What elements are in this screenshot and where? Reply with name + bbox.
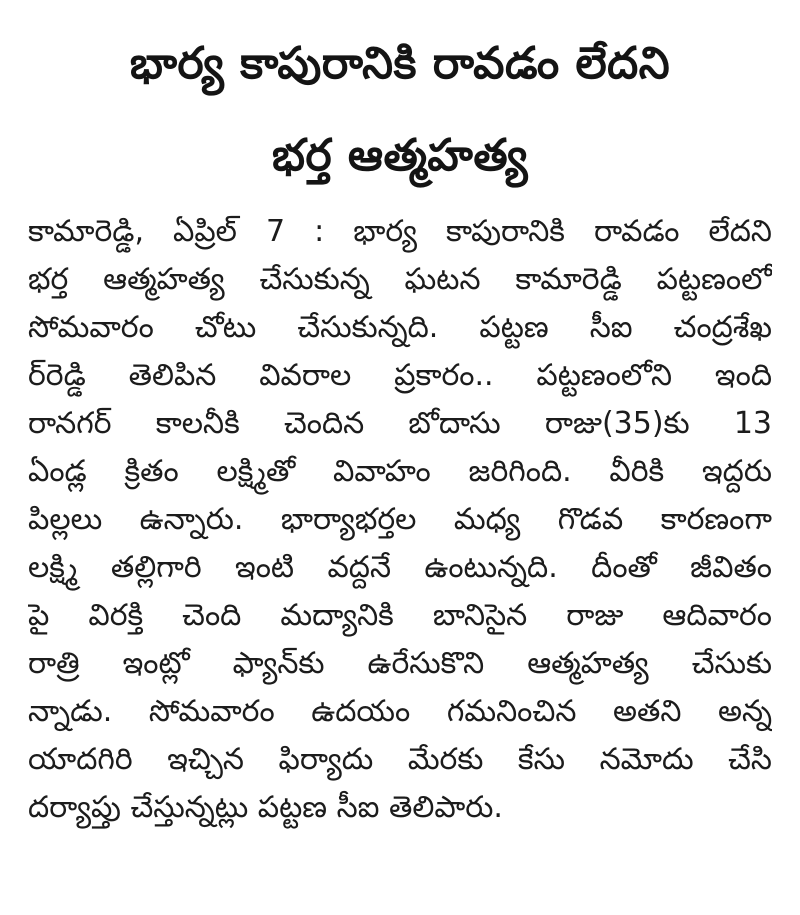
body-line-11: న్నాడు. సోమవారం ఉదయం గమనించిన అతని అన్న	[28, 694, 772, 729]
body-line-5: రానగర్ కాలనీకి చెందిన బోదాసు రాజు(35)కు 13	[28, 406, 772, 441]
body-line-3: సోమవారం చోటు చేసుకున్నది. పట్టణ సీఐ చంద్రశేఖ	[28, 310, 772, 345]
body-line-8: లక్ష్మి తల్లిగారి ఇంటి వద్దనే ఉంటున్నది. దీంతో జీవితం	[28, 550, 772, 585]
body-line-10: రాత్రి ఇంట్లో ఫ్యాన్‌కు ఉరేసుకొని ఆత్మహత్య చేసుకు	[28, 646, 772, 681]
body-line-4: ర్‌రెడ్డి తెలిపిన వివరాల ప్రకారం.. పట్టణంలోని ఇంది	[28, 358, 772, 393]
headline-line-1: భార్య కాపురానికి రావడం లేదని	[129, 38, 671, 89]
body-line-1: కామారెడ్డి, ఏప్రిల్ 7 : భార్య కాపురానికి రావడం లేదని	[28, 214, 772, 249]
article-body	[28, 208, 772, 832]
body-line-7: పిల్లలు ఉన్నారు. భార్యాభర్తల మధ్య గొడవ కారణంగా	[28, 502, 772, 537]
body-line-6: ఏండ్ల క్రితం లక్ష్మితో వివాహం జరిగింది. వీరికి ఇద్దరు	[28, 454, 772, 489]
headline-line-2: భర్త ఆత్మహత్య	[271, 130, 529, 181]
body-line-2: భర్త ఆత్మహత్య చేసుకున్న ఘటన కామారెడ్డి పట్టణంలో	[28, 262, 772, 297]
body-line-13: దర్యాప్తు చేస్తున్నట్లు పట్టణ సీఐ తెలిపారు.	[28, 790, 503, 825]
body-line-12: యాదగిరి ఇచ్చిన ఫిర్యాదు మేరకు కేసు నమోదు చేసి	[28, 742, 772, 777]
headline	[28, 18, 772, 202]
body-line-9: పై విరక్తి చెంది మద్యానికి బానిసైన రాజు ఆదివారం	[28, 598, 772, 633]
